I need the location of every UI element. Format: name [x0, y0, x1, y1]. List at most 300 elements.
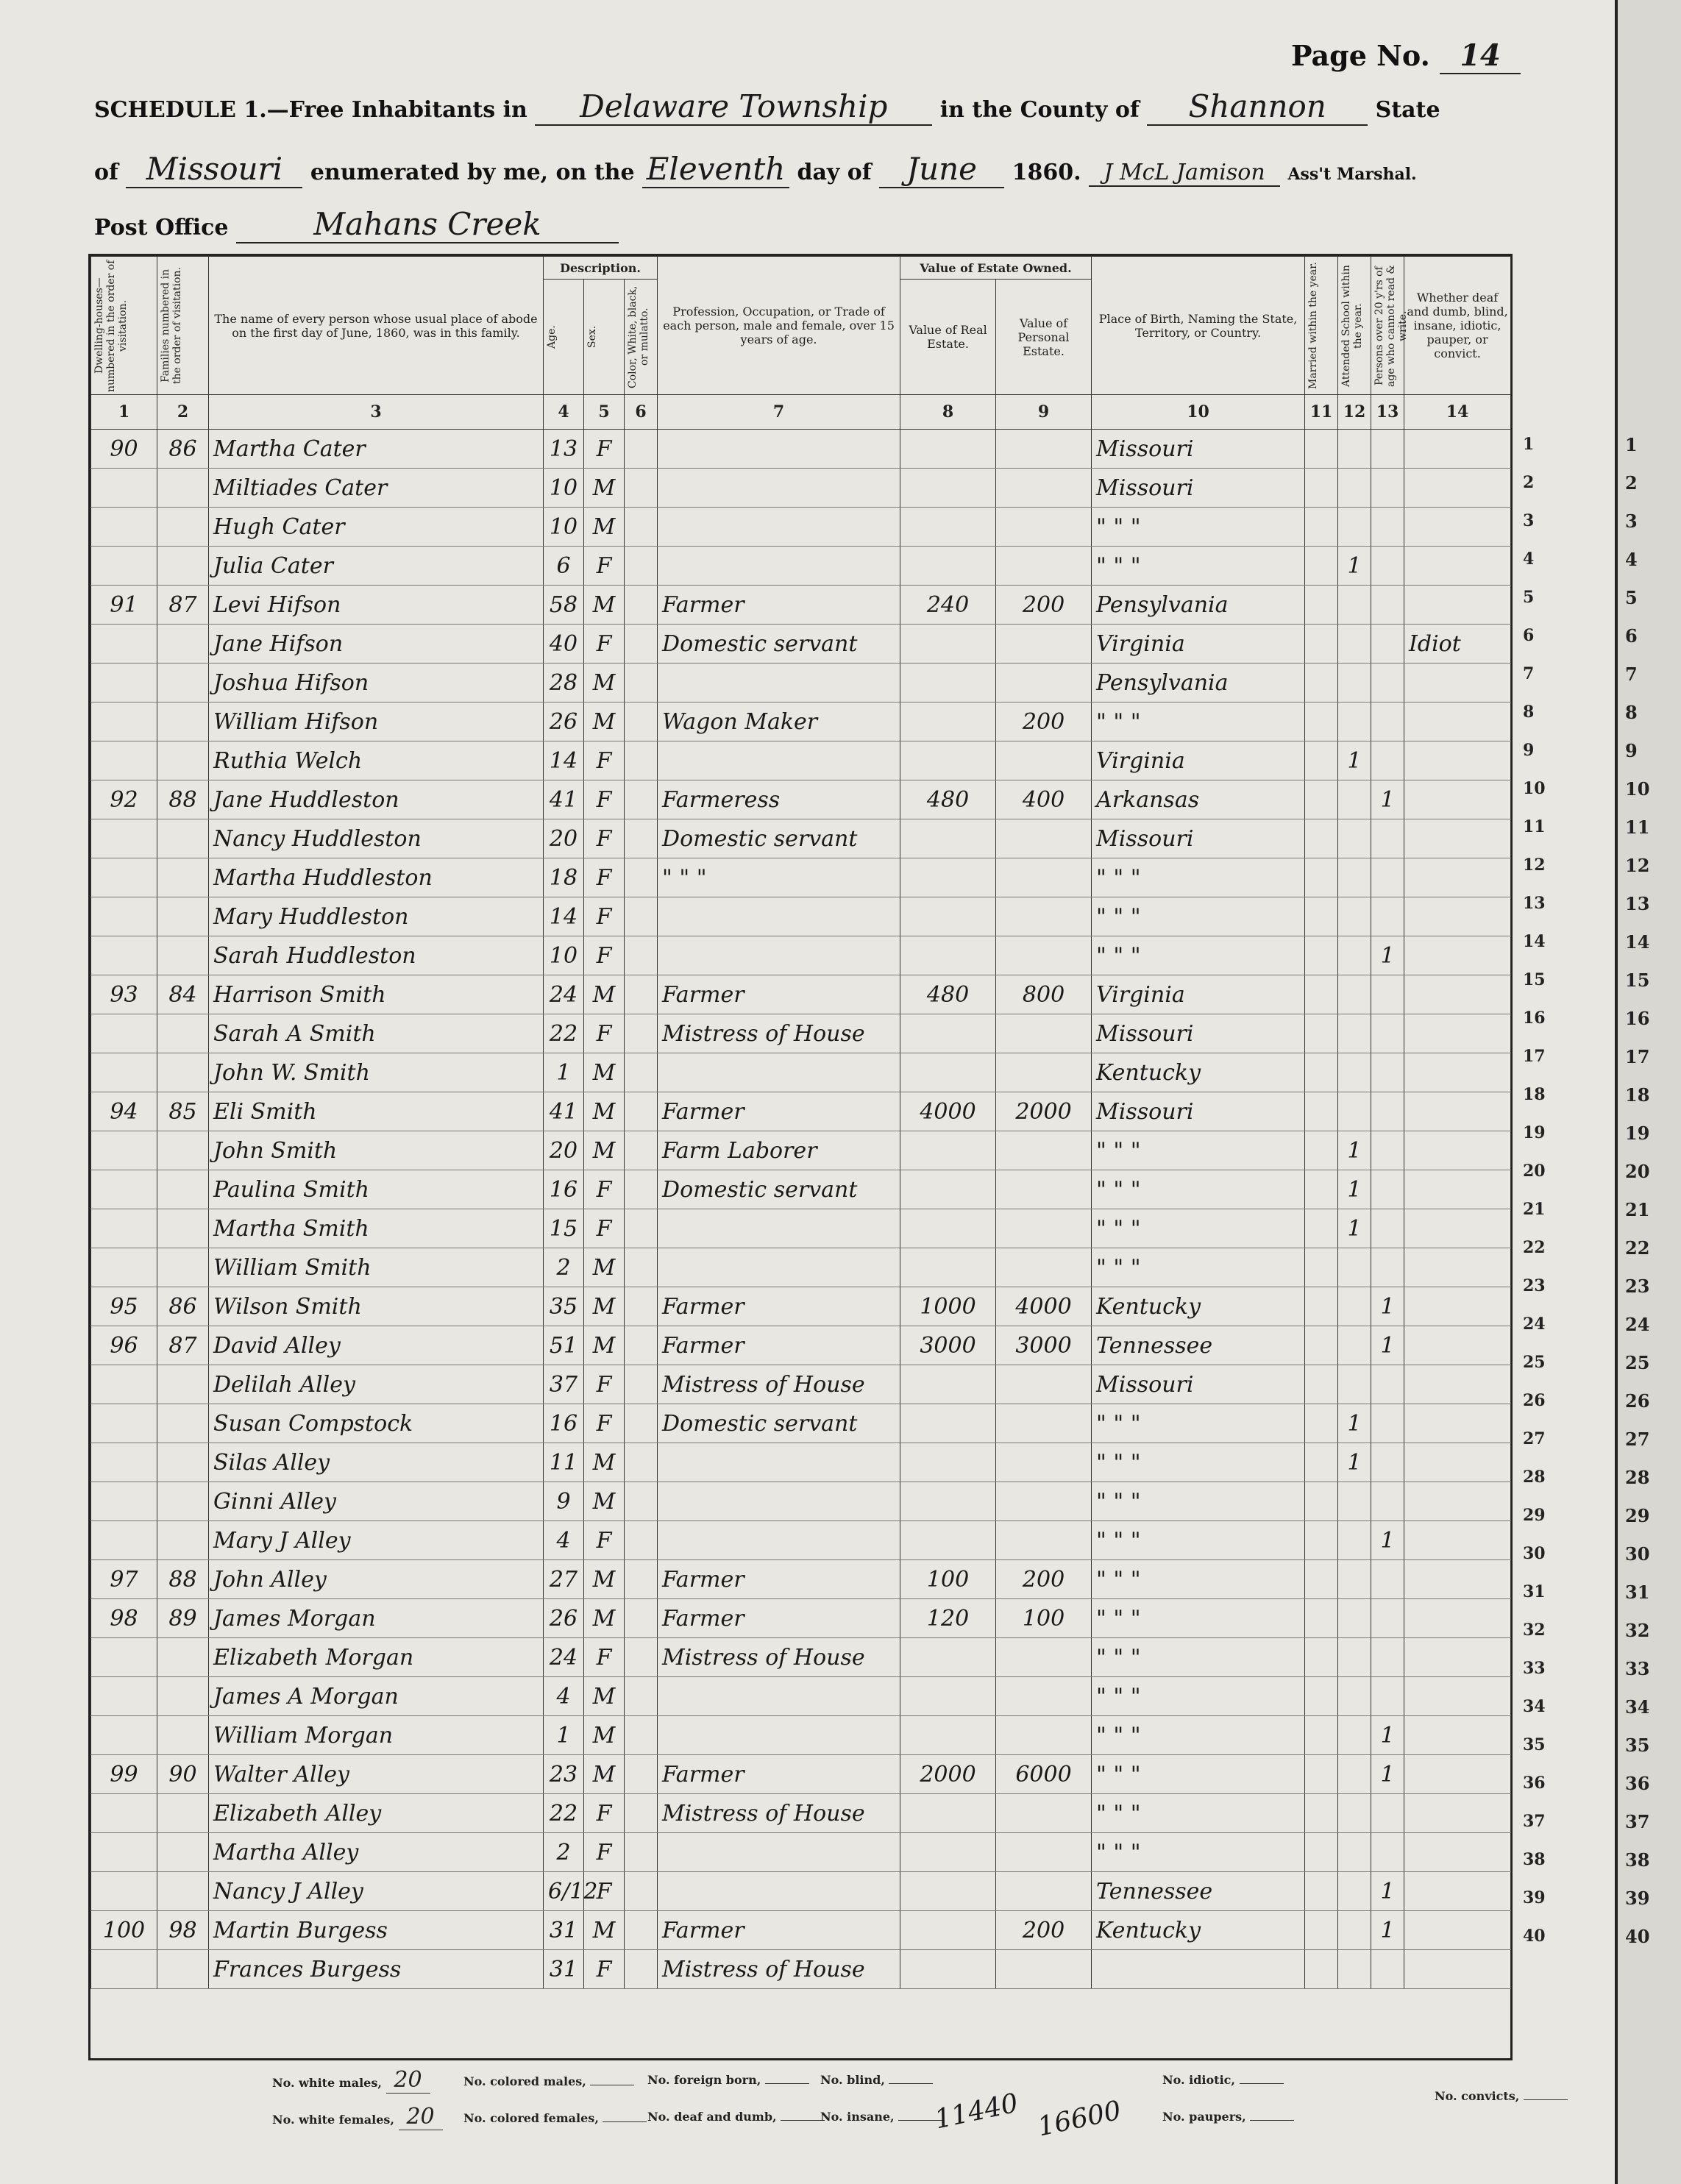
cell-color	[625, 625, 658, 664]
cell-married	[1305, 1443, 1338, 1482]
cell-c13	[1371, 1365, 1404, 1404]
cell-occ	[658, 1443, 900, 1482]
cell-c14	[1404, 702, 1511, 741]
cell-sex: M	[584, 1716, 625, 1755]
line-number: 26	[1523, 1391, 1546, 1410]
cell-name: Silas Alley	[209, 1443, 544, 1482]
cell-c13	[1371, 1209, 1404, 1248]
cell-sex: M	[584, 586, 625, 625]
cell-pers	[996, 1443, 1092, 1482]
cell-name: Levi Hifson	[209, 586, 544, 625]
cell-color	[625, 1053, 658, 1092]
cell-real	[900, 1365, 996, 1404]
page-number-value: 14	[1440, 38, 1521, 74]
edge-line-number: 19	[1625, 1123, 1650, 1144]
cell-f	[157, 1716, 209, 1755]
cell-occ: Farmeress	[658, 780, 900, 819]
cell-occ	[658, 1053, 900, 1092]
cell-f	[157, 1404, 209, 1443]
line-number: 35	[1523, 1735, 1546, 1754]
cell-age: 22	[544, 1794, 584, 1833]
cell-c14	[1404, 780, 1511, 819]
marshal-signature: J McL Jamison	[1089, 160, 1280, 187]
cell-school	[1338, 975, 1371, 1014]
cell-school	[1338, 1833, 1371, 1872]
cell-sex: F	[584, 819, 625, 858]
cell-d	[91, 508, 157, 547]
cell-birth: Pensylvania	[1092, 664, 1305, 702]
cell-c13	[1371, 1638, 1404, 1677]
cell-school: 1	[1338, 1131, 1371, 1170]
cell-name: Harrison Smith	[209, 975, 544, 1014]
cell-school	[1338, 1599, 1371, 1638]
cell-sex: F	[584, 780, 625, 819]
cell-color	[625, 1677, 658, 1716]
cell-sex: M	[584, 1326, 625, 1365]
col-dwelling-header: Dwelling-houses— numbered in the order of visitation.	[93, 259, 129, 392]
cell-birth: " " "	[1092, 1482, 1305, 1521]
cell-school	[1338, 1092, 1371, 1131]
edge-line-number: 16	[1625, 1008, 1650, 1029]
cell-birth: " " "	[1092, 1599, 1305, 1638]
cell-c14	[1404, 430, 1511, 469]
cell-occ: Farmer	[658, 1755, 900, 1794]
cell-age: 31	[544, 1950, 584, 1989]
cell-color	[625, 1326, 658, 1365]
cell-d	[91, 469, 157, 508]
line-number: 37	[1523, 1812, 1546, 1831]
cell-sex: M	[584, 1560, 625, 1599]
cell-real	[900, 1404, 996, 1443]
cell-name: Miltiades Cater	[209, 469, 544, 508]
cell-pers	[996, 1833, 1092, 1872]
cell-age: 26	[544, 702, 584, 741]
cell-married	[1305, 1599, 1338, 1638]
cell-age: 15	[544, 1209, 584, 1248]
table-row	[91, 547, 1511, 586]
col-description-header: Description.	[544, 257, 658, 280]
cell-color	[625, 1092, 658, 1131]
cell-color	[625, 1872, 658, 1911]
cell-married	[1305, 1638, 1338, 1677]
edge-line-number: 20	[1625, 1161, 1650, 1182]
table-row	[91, 1560, 1511, 1599]
table-row	[91, 1131, 1511, 1170]
table-row	[91, 936, 1511, 975]
cell-married	[1305, 702, 1338, 741]
cell-f	[157, 1482, 209, 1521]
cell-name: Martin Burgess	[209, 1911, 544, 1950]
cell-d	[91, 1053, 157, 1092]
cell-c13	[1371, 586, 1404, 625]
cell-color	[625, 1287, 658, 1326]
column-number: 10	[1092, 395, 1305, 430]
cell-married	[1305, 819, 1338, 858]
cell-c13	[1371, 741, 1404, 780]
cell-married	[1305, 858, 1338, 897]
cell-name: Sarah Huddleston	[209, 936, 544, 975]
cell-birth: Arkansas	[1092, 780, 1305, 819]
cell-color	[625, 1950, 658, 1989]
cell-married	[1305, 1287, 1338, 1326]
cell-c13: 1	[1371, 1872, 1404, 1911]
edge-line-number: 15	[1625, 970, 1650, 991]
cell-c13	[1371, 858, 1404, 897]
cell-c13	[1371, 819, 1404, 858]
cell-birth: Missouri	[1092, 469, 1305, 508]
cell-occ	[658, 508, 900, 547]
cell-married	[1305, 586, 1338, 625]
table-row	[91, 508, 1511, 547]
col-family-header: Families numbered in the order of visitation.	[160, 267, 183, 384]
cell-married	[1305, 469, 1338, 508]
cell-pers	[996, 1716, 1092, 1755]
cell-d	[91, 1248, 157, 1287]
cell-f	[157, 469, 209, 508]
cell-name: Elizabeth Morgan	[209, 1638, 544, 1677]
cell-f: 86	[157, 430, 209, 469]
line-number: 2	[1523, 473, 1535, 492]
cell-d	[91, 741, 157, 780]
total-real-estate: 11440	[931, 2088, 1021, 2135]
cell-real	[900, 664, 996, 702]
cell-f	[157, 1131, 209, 1170]
line-number: 18	[1523, 1085, 1546, 1104]
cell-married	[1305, 1794, 1338, 1833]
cell-age: 26	[544, 1599, 584, 1638]
cell-married	[1305, 936, 1338, 975]
cell-sex: M	[584, 702, 625, 741]
cell-real	[900, 1053, 996, 1092]
cell-real	[900, 1443, 996, 1482]
cell-real: 120	[900, 1599, 996, 1638]
day-value: Eleventh	[642, 151, 789, 188]
cell-married	[1305, 1404, 1338, 1443]
cell-pers	[996, 469, 1092, 508]
cell-d	[91, 897, 157, 936]
cell-occ: Domestic servant	[658, 625, 900, 664]
cell-sex: M	[584, 1677, 625, 1716]
line-number: 1	[1523, 435, 1535, 454]
cell-age: 24	[544, 1638, 584, 1677]
line-number: 34	[1523, 1697, 1546, 1716]
cell-sex: M	[584, 1599, 625, 1638]
cell-real	[900, 508, 996, 547]
cell-sex: F	[584, 1521, 625, 1560]
cell-real	[900, 469, 996, 508]
cell-pers	[996, 508, 1092, 547]
cell-real	[900, 858, 996, 897]
cell-age: 4	[544, 1677, 584, 1716]
cell-age: 2	[544, 1833, 584, 1872]
cell-married	[1305, 1911, 1338, 1950]
cell-color	[625, 1209, 658, 1248]
cell-birth	[1092, 1950, 1305, 1989]
cell-f: 87	[157, 586, 209, 625]
cell-school	[1338, 1794, 1371, 1833]
cell-school	[1338, 897, 1371, 936]
cell-d: 98	[91, 1599, 157, 1638]
line-number: 19	[1523, 1123, 1546, 1142]
cell-c14	[1404, 1209, 1511, 1248]
cell-married	[1305, 1053, 1338, 1092]
cell-name: Paulina Smith	[209, 1170, 544, 1209]
column-number: 8	[900, 395, 996, 430]
cell-color	[625, 547, 658, 586]
cell-name: Mary Huddleston	[209, 897, 544, 936]
table-row	[91, 1092, 1511, 1131]
cell-c13	[1371, 1443, 1404, 1482]
white-females-count: 20	[399, 2104, 443, 2130]
cell-f	[157, 819, 209, 858]
cell-school	[1338, 780, 1371, 819]
cell-c14	[1404, 897, 1511, 936]
cell-c13	[1371, 1053, 1404, 1092]
cell-d	[91, 1209, 157, 1248]
cell-birth: " " "	[1092, 897, 1305, 936]
cell-pers: 4000	[996, 1287, 1092, 1326]
edge-line-number: 14	[1625, 931, 1650, 953]
cell-c13: 1	[1371, 936, 1404, 975]
cell-pers	[996, 897, 1092, 936]
cell-birth: " " "	[1092, 1521, 1305, 1560]
cell-color	[625, 1014, 658, 1053]
line-number: 31	[1523, 1582, 1546, 1601]
cell-d	[91, 1365, 157, 1404]
cell-c13	[1371, 508, 1404, 547]
cell-f	[157, 547, 209, 586]
cell-occ	[658, 741, 900, 780]
cell-name: Susan Compstock	[209, 1404, 544, 1443]
cell-occ	[658, 469, 900, 508]
cell-real: 480	[900, 780, 996, 819]
cell-c14	[1404, 1443, 1511, 1482]
cell-d	[91, 1404, 157, 1443]
cell-pers: 3000	[996, 1326, 1092, 1365]
edge-line-number: 18	[1625, 1084, 1650, 1106]
cell-d	[91, 664, 157, 702]
cell-real	[900, 1170, 996, 1209]
cell-c14	[1404, 819, 1511, 858]
cell-pers: 200	[996, 1560, 1092, 1599]
cell-pers	[996, 664, 1092, 702]
cell-married	[1305, 1014, 1338, 1053]
cell-f: 88	[157, 780, 209, 819]
cell-c13	[1371, 469, 1404, 508]
cell-birth: " " "	[1092, 1833, 1305, 1872]
cell-sex: F	[584, 1794, 625, 1833]
cell-pers: 200	[996, 1911, 1092, 1950]
cell-f	[157, 625, 209, 664]
cell-real	[900, 1248, 996, 1287]
cell-color	[625, 780, 658, 819]
cell-age: 6/12	[544, 1872, 584, 1911]
table-row	[91, 975, 1511, 1014]
cell-color	[625, 1482, 658, 1521]
cell-c14	[1404, 1950, 1511, 1989]
cell-name: William Smith	[209, 1248, 544, 1287]
cell-f: 84	[157, 975, 209, 1014]
table-row	[91, 1716, 1511, 1755]
cell-pers	[996, 1638, 1092, 1677]
cell-c13	[1371, 1599, 1404, 1638]
cell-married	[1305, 1716, 1338, 1755]
line-number: 20	[1523, 1162, 1546, 1181]
cell-sex: F	[584, 1404, 625, 1443]
cell-color	[625, 897, 658, 936]
line-number: 28	[1523, 1468, 1546, 1487]
cell-color	[625, 1131, 658, 1170]
cell-occ: Domestic servant	[658, 1170, 900, 1209]
cell-sex: F	[584, 1014, 625, 1053]
cell-d	[91, 1833, 157, 1872]
cell-pers	[996, 819, 1092, 858]
cell-occ: Farmer	[658, 1560, 900, 1599]
cell-color	[625, 1599, 658, 1638]
cell-f	[157, 1209, 209, 1248]
cell-sex: F	[584, 547, 625, 586]
cell-real	[900, 1677, 996, 1716]
census-rows	[91, 430, 1511, 1989]
edge-line-number: 2	[1625, 472, 1638, 494]
cell-sex: M	[584, 1482, 625, 1521]
cell-color	[625, 741, 658, 780]
table-row	[91, 1170, 1511, 1209]
cell-birth: " " "	[1092, 1638, 1305, 1677]
cell-c14	[1404, 1677, 1511, 1716]
cell-birth: Virginia	[1092, 975, 1305, 1014]
cell-d: 94	[91, 1092, 157, 1131]
cell-color	[625, 819, 658, 858]
cell-school	[1338, 508, 1371, 547]
line-number: 5	[1523, 588, 1535, 607]
cell-married	[1305, 1872, 1338, 1911]
table-row	[91, 1794, 1511, 1833]
cell-f: 98	[157, 1911, 209, 1950]
cell-age: 4	[544, 1521, 584, 1560]
cell-sex: M	[584, 1131, 625, 1170]
cell-school: 1	[1338, 1209, 1371, 1248]
cell-f: 87	[157, 1326, 209, 1365]
cell-occ: Farmer	[658, 1599, 900, 1638]
cell-color	[625, 586, 658, 625]
cell-f	[157, 1365, 209, 1404]
census-sheet: Page No. 14 SCHEDULE 1.—Free Inhabitants in Delaware Township in the County of Shannon State of Missouri enumerated by me, on the Eleventh day of June 1860. J McL Jamison Ass't Marshal. Post Office Mahans Creek Dwelling-houses— numbered in the order of visitation. Families numbered in the order of visitation. The name of every person whose usual place of abode on the first day of June, 1860, was in this family. Description. Profession, Occupation, or Trade of each person, male and female, over 15 years of age. Value of Estate Owned. Place of Birth, Naming the State, Territory, or Country. Married within the year. Attended School within the year. Persons over 20 y'rs of age who cannot read & write. Whether deaf and dumb, blind, insane, idiotic, pauper, or convict. Age. Sex. Color, White, black, or mulatto. Value of Real Estate. Value of Personal Estate. 1 2 3 4 5 6 7 8 9 10 11 12 13 14 90 86 Martha Cater 13 F Missouri Miltiades Cater 10 M Missouri Hugh Cater 10 M " " " Julia Cater 6 F " " " 1 91 87 Levi Hifson 58 M Farmer 240 200 Pensylvania Jane Hifson 40 F Domestic servant Virginia Idiot Joshua Hifson 28 M Pensylvania William Hifson 26 M Wagon Maker 200 " " " Ruthia Welch 14 F Virginia 1 92 88 Jane Huddleston 41 F Farmeress 480 400 Arkansas 1 Nancy Huddleston 20 F Domestic servant Missouri Martha Huddleston 18 F " " " " " " Mary Huddleston 14 F " " " Sarah Huddleston 10 F " " " 1 93 84 Harrison Smith 24 M Farmer 480 800 Virginia Sarah A Smith 22 F Mistress of House Missouri John W. Smith 1 M Kentucky 94 85 Eli Smith 41 M Farmer 4000 2000 Missouri John Smith 20 M Farm Laborer " " " 1 Paulina Smith 16 F Domestic servant " " " 1 Martha Smith 15 F " " " 1 William Smith 2 M " " " 95 86 Wilson Smith 35 M Farmer 1000 4000 Kentucky 1 96 87 David Alley 51 M Farmer 3000 3000 Tennessee 1 Delilah Alley 37 F Mistress of House Missouri Susan Compstock 16 F Domestic servant " " " 1 Silas Alley 11 M " " " 1 Ginni Alley 9 M " " " Mary J Alley 4 F " " " 1 97 88 John Alley 27 M Farmer 100 200 " " " 98 89 James Morgan 26 M Farmer 120 100 " " " Elizabeth Morgan 24 F Mistress of House " " " James A Morgan 4 M " " " William Morgan 1 M " " " 1 99 90 Walter Alley 23 M Farmer 2000 6000 " " " 1 Elizabeth Alley 22 F Mistress of House " " " Martha Alley 2 F " " " Nancy J Alley 6/12 F Tennessee 1 100 98 Martin Burgess 31 M Farmer 200 Kentucky 1 Frances Burgess 31 F Mistress of House 1 2 3 4 5 6 7 8 9 10 11 12 13 14 15 16 17 18 19 20 21 22 23 24 25 26 27 28 29 30 31 32 33 34 35 36 37 38 39 40 No. white males, 20 No. white females, 20 No. colored males, No. colored females, No. foreign born, No. deaf and dumb, No. blind, No. insane, No. idiotic, No. paupers, No. convicts, 11440 16600	[0, 0, 1615, 2184]
line-number: 40	[1523, 1927, 1546, 1946]
cell-name: Ginni Alley	[209, 1482, 544, 1521]
edge-line-number: 1	[1625, 434, 1638, 455]
cell-sex: M	[584, 1092, 625, 1131]
cell-name: Martha Huddleston	[209, 858, 544, 897]
cell-school	[1338, 702, 1371, 741]
cell-c14	[1404, 1365, 1511, 1404]
edge-line-number: 36	[1625, 1773, 1650, 1794]
cell-school	[1338, 1560, 1371, 1599]
column-number: 9	[996, 395, 1092, 430]
cell-f	[157, 1014, 209, 1053]
cell-married	[1305, 1131, 1338, 1170]
cell-c13	[1371, 975, 1404, 1014]
column-number: 7	[658, 395, 900, 430]
cell-birth: " " "	[1092, 1248, 1305, 1287]
cell-d	[91, 1638, 157, 1677]
cell-married	[1305, 547, 1338, 586]
line-number: 27	[1523, 1429, 1546, 1448]
cell-birth: " " "	[1092, 1794, 1305, 1833]
cell-d: 90	[91, 430, 157, 469]
cell-c14	[1404, 1482, 1511, 1521]
line-number: 17	[1523, 1047, 1546, 1066]
cell-school	[1338, 1326, 1371, 1365]
column-number-row	[91, 395, 1511, 430]
cell-married	[1305, 1209, 1338, 1248]
cell-c14	[1404, 1131, 1511, 1170]
cell-f	[157, 1872, 209, 1911]
table-row	[91, 430, 1511, 469]
cell-real	[900, 897, 996, 936]
table-row	[91, 702, 1511, 741]
cell-name: Mary J Alley	[209, 1521, 544, 1560]
cell-d	[91, 1131, 157, 1170]
edge-line-number: 22	[1625, 1237, 1650, 1259]
cell-sex: M	[584, 469, 625, 508]
cell-married	[1305, 1170, 1338, 1209]
table-row	[91, 1599, 1511, 1638]
cell-married	[1305, 1677, 1338, 1716]
cell-name: William Hifson	[209, 702, 544, 741]
cell-real	[900, 1872, 996, 1911]
total-personal-estate: 16600	[1034, 2095, 1124, 2143]
line-number: 8	[1523, 702, 1535, 722]
cell-birth: " " "	[1092, 1443, 1305, 1482]
cell-d: 96	[91, 1326, 157, 1365]
cell-age: 22	[544, 1014, 584, 1053]
cell-pers	[996, 1950, 1092, 1989]
edge-line-number: 30	[1625, 1543, 1650, 1565]
cell-c14	[1404, 1755, 1511, 1794]
cell-age: 13	[544, 430, 584, 469]
edge-line-number: 35	[1625, 1735, 1650, 1756]
edge-line-number: 6	[1625, 625, 1638, 647]
cell-school	[1338, 586, 1371, 625]
line-number: 12	[1523, 856, 1546, 875]
edge-line-number: 13	[1625, 893, 1650, 914]
cell-f	[157, 936, 209, 975]
cell-c14	[1404, 508, 1511, 547]
cell-f	[157, 1443, 209, 1482]
cell-color	[625, 975, 658, 1014]
cell-pers	[996, 1794, 1092, 1833]
header-line-3: Post Office Mahans Creek	[94, 206, 619, 243]
edge-line-number: 34	[1625, 1696, 1650, 1718]
table-row	[91, 1833, 1511, 1872]
cell-c13: 1	[1371, 1716, 1404, 1755]
cell-pers: 100	[996, 1599, 1092, 1638]
cell-occ	[658, 664, 900, 702]
cell-name: Nancy J Alley	[209, 1872, 544, 1911]
table-row	[91, 1365, 1511, 1404]
cell-color	[625, 1248, 658, 1287]
table-row	[91, 1443, 1511, 1482]
cell-real	[900, 1014, 996, 1053]
cell-sex: M	[584, 664, 625, 702]
cell-married	[1305, 1326, 1338, 1365]
col-name-header: The name of every person whose usual place of abode on the first day of June, 1860, was in this family.	[209, 257, 544, 395]
col-color-header: Color, White, black, or mulatto.	[627, 285, 650, 388]
cell-c13	[1371, 1404, 1404, 1443]
edge-line-number: 28	[1625, 1467, 1650, 1488]
line-number: 10	[1523, 779, 1546, 798]
